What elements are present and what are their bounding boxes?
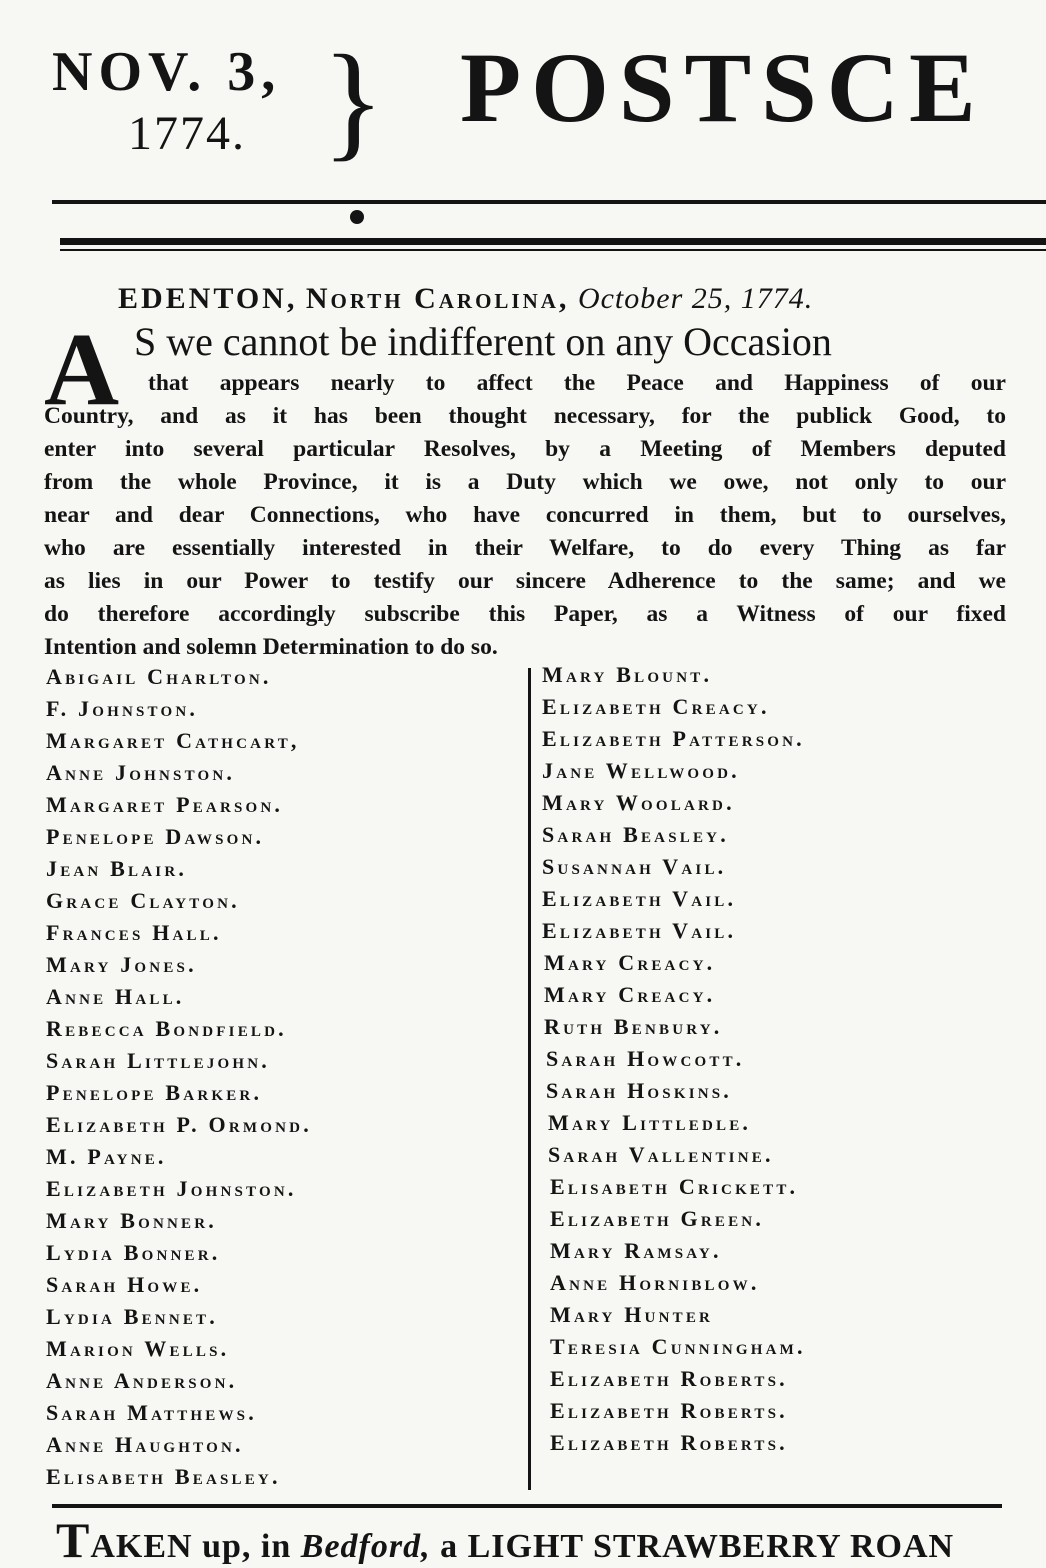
resolution-line: enter into several particular Resolves, by a Meeting of Members deputed <box>44 436 1006 462</box>
signatory-name: Mary Ramsay. <box>550 1238 722 1263</box>
signatory-name: Lydia Bonner. <box>46 1240 221 1265</box>
double-rule-thick <box>60 238 1046 245</box>
signatory-name: Mary Bonner. <box>46 1208 217 1233</box>
signatory-name: Mary Blount. <box>542 662 713 687</box>
signatory-name: Marion Wells. <box>46 1336 230 1361</box>
advert-text: AKEN up, in <box>90 1528 292 1565</box>
dateline-region: North Carolina, <box>305 282 570 315</box>
signatory-name: Mary Hunter <box>550 1302 714 1327</box>
resolution-line: do therefore accordingly subscribe this Paper, as a Witness of our fixed <box>44 601 1006 627</box>
signatory-name: Mary Creacy. <box>544 950 716 975</box>
signatory-name: Anne Horniblow. <box>550 1270 760 1295</box>
section-rule <box>52 1504 1002 1508</box>
signatory-name: Ruth Benbury. <box>544 1014 723 1039</box>
signatory-name: Anne Haughton. <box>46 1432 244 1457</box>
signatory-name: Elizabeth Roberts. <box>550 1430 788 1455</box>
signatory-name: Sarah Howcott. <box>546 1046 745 1071</box>
signatory-name: Margaret Pearson. <box>46 792 284 817</box>
advert-place: Bedford, <box>300 1528 431 1565</box>
signatory-name: Sarah Hoskins. <box>546 1078 733 1103</box>
signatory-name: Rebecca Bondfield. <box>46 1016 287 1041</box>
signatory-name: Anne Johnston. <box>46 760 236 785</box>
signatory-name: Elizabeth Roberts. <box>550 1366 788 1391</box>
advert-line <box>56 1512 955 1568</box>
masthead-date-day: NOV. 3, <box>52 41 282 103</box>
signatory-name: Grace Clayton. <box>46 888 240 913</box>
signatory-name: Elizabeth P. Ormond. <box>46 1112 312 1137</box>
signatory-name: Teresia Cunningham. <box>550 1334 806 1359</box>
signatory-name: Jean Blair. <box>46 856 188 881</box>
signatory-name: Penelope Barker. <box>46 1080 263 1105</box>
resolution-line: from the whole Province, it is a Duty which we owe, not only to our <box>44 469 1006 495</box>
dateline <box>118 282 813 316</box>
top-rule <box>52 200 1046 204</box>
signatory-name: Jane Wellwood. <box>542 758 740 783</box>
dateline-place: EDENTON, <box>118 282 298 315</box>
resolution-line: near and dear Connections, who have concurred in them, but to ourselves, <box>44 502 1006 528</box>
drop-cap: A <box>44 312 120 427</box>
signatory-name: Penelope Dawson. <box>46 824 265 849</box>
signatory-name: Sarah Howe. <box>46 1272 203 1297</box>
double-rule-thin <box>60 249 1046 251</box>
signatory-name: F. Johnston. <box>46 696 199 721</box>
resolution-line: that appears nearly to affect the Peace and Happiness of our <box>148 370 1006 396</box>
signatory-name: Elisabeth Beasley. <box>46 1464 281 1489</box>
signatory-name: Elizabeth Patterson. <box>542 726 805 751</box>
signatory-name: Sarah Vallentine. <box>548 1142 774 1167</box>
signatory-name: Anne Anderson. <box>46 1368 238 1393</box>
advert-rest: a LIGHT STRAWBERRY ROAN <box>440 1528 955 1565</box>
masthead-brace: } <box>322 29 385 173</box>
signatory-name: Susannah Vail. <box>542 854 727 879</box>
ornament-dot <box>350 210 364 224</box>
signatory-name: Elizabeth Johnston. <box>46 1176 297 1201</box>
signatory-name: Sarah Littlejohn. <box>46 1048 270 1073</box>
signatory-name: Elizabeth Vail. <box>542 886 737 911</box>
advert-initial: T <box>56 1512 91 1568</box>
masthead-date-year: 1774. <box>128 107 246 160</box>
signatory-name: Mary Creacy. <box>544 982 716 1007</box>
signatory-name: Anne Hall. <box>46 984 185 1009</box>
resolution-line: Country, and as it has been thought necessary, for the publick Good, to <box>44 403 1006 429</box>
signatory-name: Elisabeth Crickett. <box>550 1174 799 1199</box>
signatory-name: Elizabeth Green. <box>550 1206 765 1231</box>
signatory-name: Elizabeth Roberts. <box>550 1398 788 1423</box>
signatory-name: M. Payne. <box>46 1144 167 1169</box>
masthead-title: POSTSCE <box>460 32 986 143</box>
signatory-name: Mary Woolard. <box>542 790 735 815</box>
signatory-name: Margaret Cathcart, <box>46 728 300 753</box>
signatory-name: Mary Littledle. <box>548 1110 752 1135</box>
signatory-name: Lydia Bennet. <box>46 1304 218 1329</box>
signatory-name: Frances Hall. <box>46 920 222 945</box>
signatory-name: Abigail Charlton. <box>46 664 272 689</box>
resolution-line: as lies in our Power to testify our sincere Adherence to the same; and we <box>44 568 1006 594</box>
signatory-name: Sarah Matthews. <box>46 1400 257 1425</box>
resolution-line: Intention and solemn Determination to do so. <box>44 634 498 660</box>
resolution-lead-line: S we cannot be indifferent on any Occasion <box>134 319 832 364</box>
resolution-line: who are essentially interested in their Welfare, to do every Thing as far <box>44 535 1006 561</box>
dateline-date: October 25, 1774. <box>577 282 814 315</box>
column-divider <box>528 668 531 1490</box>
signatory-name: Elizabeth Vail. <box>542 918 737 943</box>
signatory-name: Sarah Beasley. <box>542 822 729 847</box>
signatory-name: Mary Jones. <box>46 952 197 977</box>
signatory-name: Elizabeth Creacy. <box>542 694 770 719</box>
